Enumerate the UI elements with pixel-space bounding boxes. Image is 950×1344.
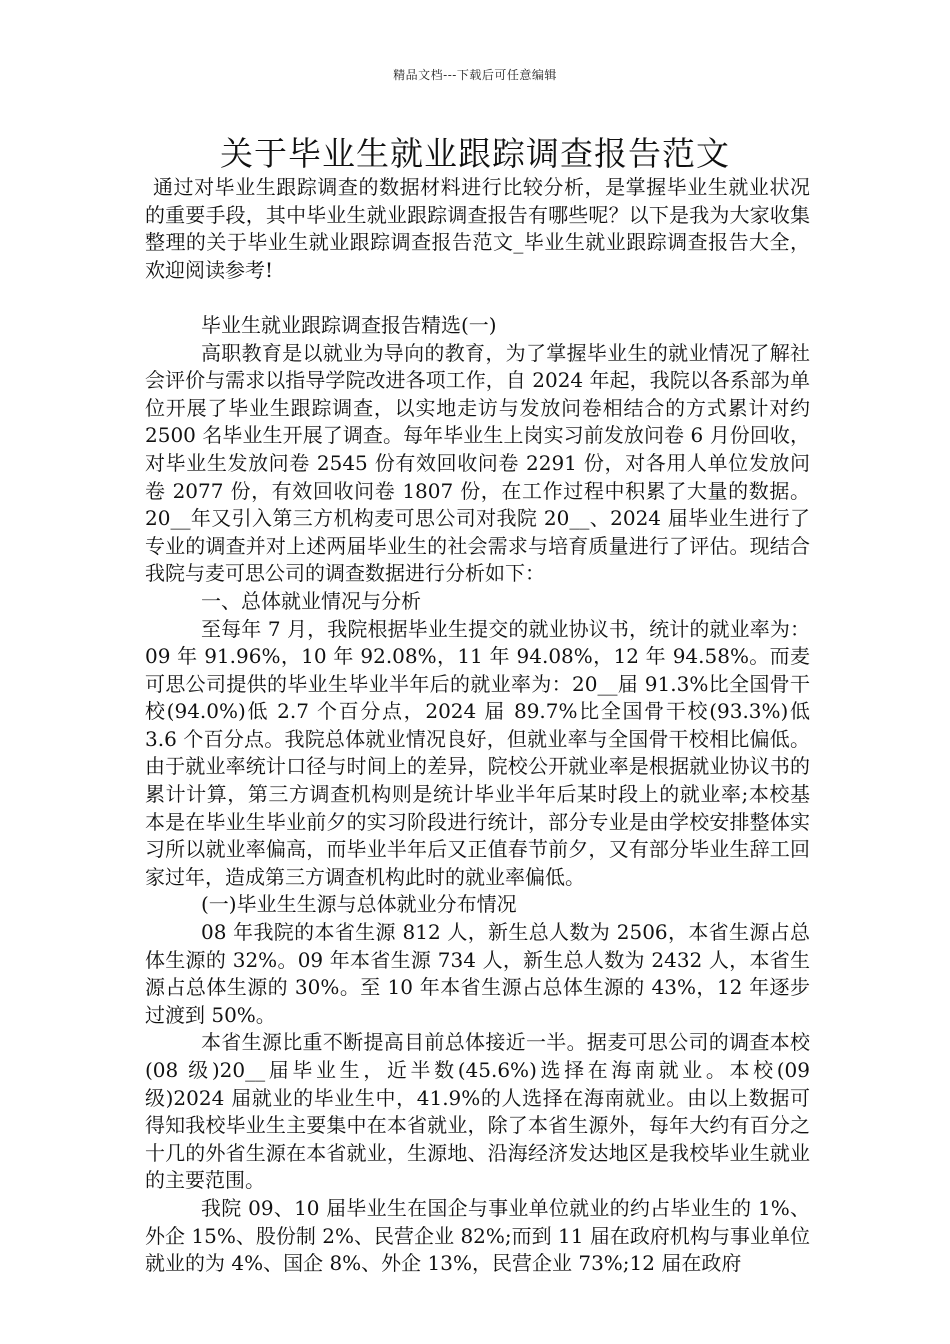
paragraph-1: 高职教育是以就业为导向的教育，为了掌握毕业生的就业情况了解社会评价与需求以指导学院改进各项工作，自 2024 年起，我院以各系部为单位开展了毕业生跟踪调查，以实地走访与发放问卷相结合的方式累计对约 2500 名毕业生开展了调查。每年毕业生上岗实习前发放问卷 6 月份回收，对毕业生发放问卷 2545 份有效回收问卷 2291 份，对各用人单位发放问卷 2077 份，有效回收问卷 1807 份，在工作过程中积累了大量的数据。20__年又引入第三方机构麦可思公司对我院 20__、2024 届毕业生进行了专业的调查并对上述两届毕业生的社会需求与培育质量进行了评估。现结合我院与麦可思公司的调查数据进行分析如下：: [145, 340, 810, 586]
section-title-1: 毕业生就业跟踪调查报告精选(一): [201, 312, 497, 337]
header-note: 精品文档---下载后可任意编辑: [393, 68, 557, 82]
paragraph-5: 我院 09、10 届毕业生在国企与事业单位就业的约占毕业生的 1%、外企 15%、股份制 2%、民营企业 82%;而到 11 届在政府机构与事业单位就业的为 4%、国企 8%、外企 13%，民营企业 73%;12 届在政府: [145, 1195, 810, 1276]
paragraph-4: 本省生源比重不断提高目前总体接近一半。据麦可思公司的调查本校(08 级)20__届毕业生，近半数(45.6%)选择在海南就业。本校(09 级)2024 届就业的毕业生中，41.9%的人选择在海南就业。由以上数据可得知我校毕业生主要集中在本省就业，除了本省生源外，每年大约有百分之十几的外省生源在本省就业，生源地、沿海经济发达地区是我校毕业生就业的主要范围。: [145, 1030, 810, 1193]
paragraph-3: 08 年我院的本省生源 812 人，新生总人数为 2506，本省生源占总体生源的 32%。09 年本省生源 734 人，新生总人数为 2432 人，本省生源占总体生源的 30%。至 10 年本省生源占总体生源的 43%，12 年逐步过渡到 50%。: [145, 920, 810, 1027]
intro-paragraph: 通过对毕业生跟踪调查的数据材料进行比较分析，是掌握毕业生就业状况的重要手段，其中毕业生就业跟踪调查报告有哪些呢？以下是我为大家收集整理的关于毕业生就业跟踪调查报告范文_毕业生就业跟踪调查报告大全，欢迎阅读参考!: [145, 175, 810, 282]
heading-overall-employment: 一、总体就业情况与分析: [201, 588, 421, 613]
blank-line: [145, 284, 810, 312]
document-body: [145, 174, 810, 1278]
paragraph-2: 至每年 7 月，我院根据毕业生提交的就业协议书，统计的就业率为：09 年 91.96%，10 年 92.08%，11 年 94.08%，12 年 94.58%。而麦可思公司提供的毕业生毕业半年后的就业率为：20__届 91.3%比全国骨干校(94.0%)低 2.7 个百分点，2024 届 89.7%比全国骨干校(93.3%)低 3.6 个百分点。我院总体就业情况良好，但就业率与全国骨干校相比偏低。由于就业率统计口径与时间上的差异，院校公开就业率是根据就业协议书的累计计算，第三方调查机构则是统计毕业半年后某时段上的就业率;本校基本是在毕业生毕业前夕的实习阶段进行统计，部分专业是由学校安排整体实习所以就业率偏高，而毕业半年后又正值春节前夕，又有部分毕业生辞工回家过年，造成第三方调查机构此时的就业率偏低。: [145, 616, 810, 889]
heading-student-source: (一)毕业生生源与总体就业分布情况: [201, 892, 517, 917]
document-title: 关于毕业生就业跟踪调查报告范文: [220, 134, 730, 173]
